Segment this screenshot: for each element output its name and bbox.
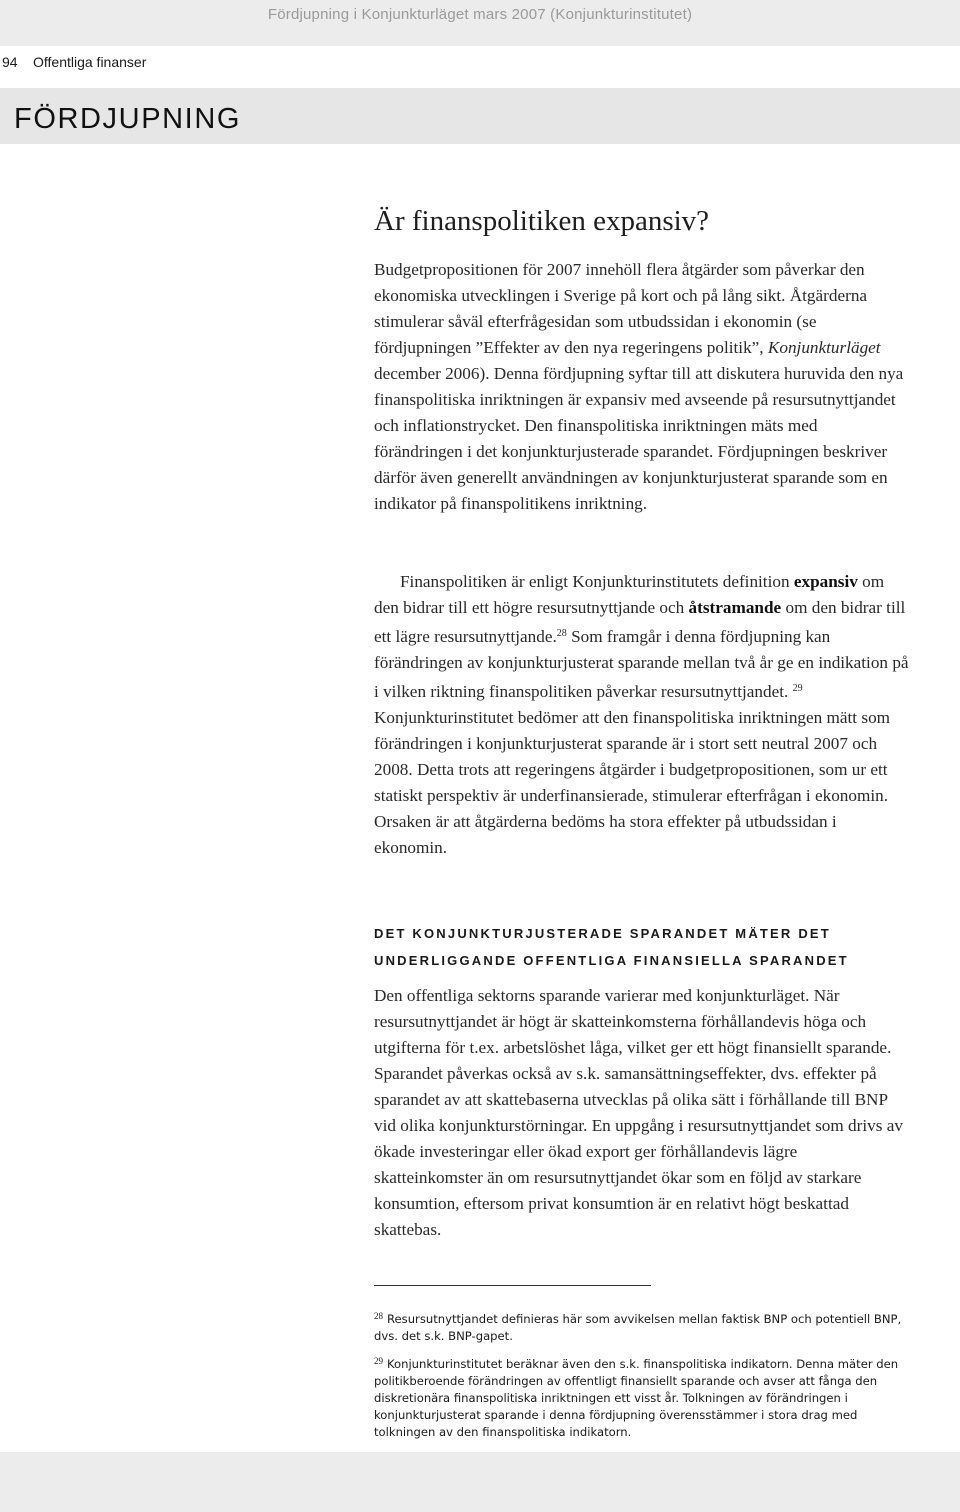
publication-title: Konjunkturläget [767,338,881,357]
band-title: FÖRDJUPNING [14,103,242,135]
paragraph-1 [374,257,909,517]
term-atstramande: åtstramande [688,598,782,617]
paragraph-1-text-a: Budgetpropositionen för 2007 innehöll flera åtgärder som påverkar den ekonomiska utvecklingen i Sverige på kort och på lång sikt. Åtgärderna stimulerar såväl efterfrågesidan som utbudssidan i ekonomin (se fördjupningen ”Effekter av den nya regeringens politik”, [374,260,868,357]
page-header [0,46,960,76]
paragraph-1-text-b: december 2006). Denna fördjupning syftar till att diskutera huruvida den nya finanspolitiska inriktningen är expansiv med avseende på resursutnyttjandet och inflationstrycket. Den finanspolitiska inriktningen mäts med förändringen i det konjunkturjusterade sparandet. Fördjupningen beskriver därför även generellt användningen av konjunkturjusterat sparande som en indikator på finanspolitikens inriktning. [374,364,904,513]
footnote-number: 29 [374,1356,383,1366]
article-heading: Är finanspolitiken expansiv? [374,205,710,237]
paragraph-2-text-e: Konjunkturinstitutet bedömer att den finanspolitiska inriktningen mätt som förändringen i konjunkturjusterat sparande är i stort sett neutral 2007 och 2008. Detta trots att regeringens åtgärder i budgetpropositionen, som ur ett statiskt perspektiv är underfinansierade, stimulerar efterfrågan i ekonomin. Orsaken är att åtgärderna bedöms ha stora effekter på utbudssidan i ekonomin. [374,708,891,857]
paragraph-3 [374,983,909,1243]
footnote-number: 28 [374,1311,383,1321]
footnote-ref-29[interactable]: 29 [792,683,803,694]
bottom-banner [0,1452,960,1512]
paragraph-2-text-b: om den bidrar till ett högre resursutnyttjande och [374,572,885,617]
page-number: 94 [2,54,18,70]
document-title: Fördjupning i Konjunkturläget mars 2007 (Konjunkturinstitutet) [267,6,693,23]
footnote-text: Konjunkturinstitutet beräknar även den s.k. finanspolitiska indikatorn. Denna mäter den politikberoende förändringen av offentligt finansiellt sparande och avser att fånga den diskretionära finanspolitiska inriktningen ett visst år. Tolkningen av förändringen i konjunkturjusterat sparande i denna fördjupning överensstämmer i stora drag med tolkningen av den finanspolitiska indikatorn. [374,1357,899,1439]
footnote-28 [374,1308,904,1345]
top-banner [0,0,960,46]
footnote-divider [374,1285,651,1286]
subheading: DET KONJUNKTURJUSTERADE SPARANDET MÄTER DET UNDERLIGGANDE OFFENTLIGA FINANSIELLA SPARANDET [374,926,849,968]
paragraph-2-text-d: Som framgår i denna fördjupning kan förändringen av konjunkturjusterat sparande mellan två år ge en indikation på i vilken riktning finanspolitiken påverkar resursutnyttjandet. [374,627,909,701]
paragraph-3-text: Den offentliga sektorns sparande varierar med konjunkturläget. När resursutnyttjandet är högt är skatteinkomsterna förhållandevis höga och utgifterna för t.ex. arbetslöshet låga, vilket ger ett högt finansiellt sparande. Sparandet påverkas också av s.k. samansättningseffekter, dvs. effekter på sparandet av att skattebaserna utvecklas på olika sätt i förhållande till BNP vid olika konjunkturstörningar. En uppgång i resursutnyttjandet som drivs av ökade investeringar eller ökad export ger förhållandevis lägre skatteinkomster än om resursutnyttjandet ökar som en följd av starkare konsumtion, eftersom privat konsumtion är en relativt högt beskattad skattebas. [374,986,903,1239]
paragraph-2 [374,569,909,861]
paragraph-2-text-a: Finanspolitiken är enligt Konjunkturinstitutets definition [400,572,794,591]
paragraph-2-text-c: om den bidrar till ett lägre resursutnyttjande. [374,598,906,646]
footnote-29 [374,1353,904,1441]
footnote-text: Resursutnyttjandet definieras här som avvikelsen mellan faktisk BNP och potentiell BNP, dvs. det s.k. BNP-gapet. [374,1312,902,1343]
footnote-ref-28[interactable]: 28 [556,628,567,639]
term-expansiv: expansiv [793,572,858,591]
section-name: Offentliga finanser [33,54,147,70]
